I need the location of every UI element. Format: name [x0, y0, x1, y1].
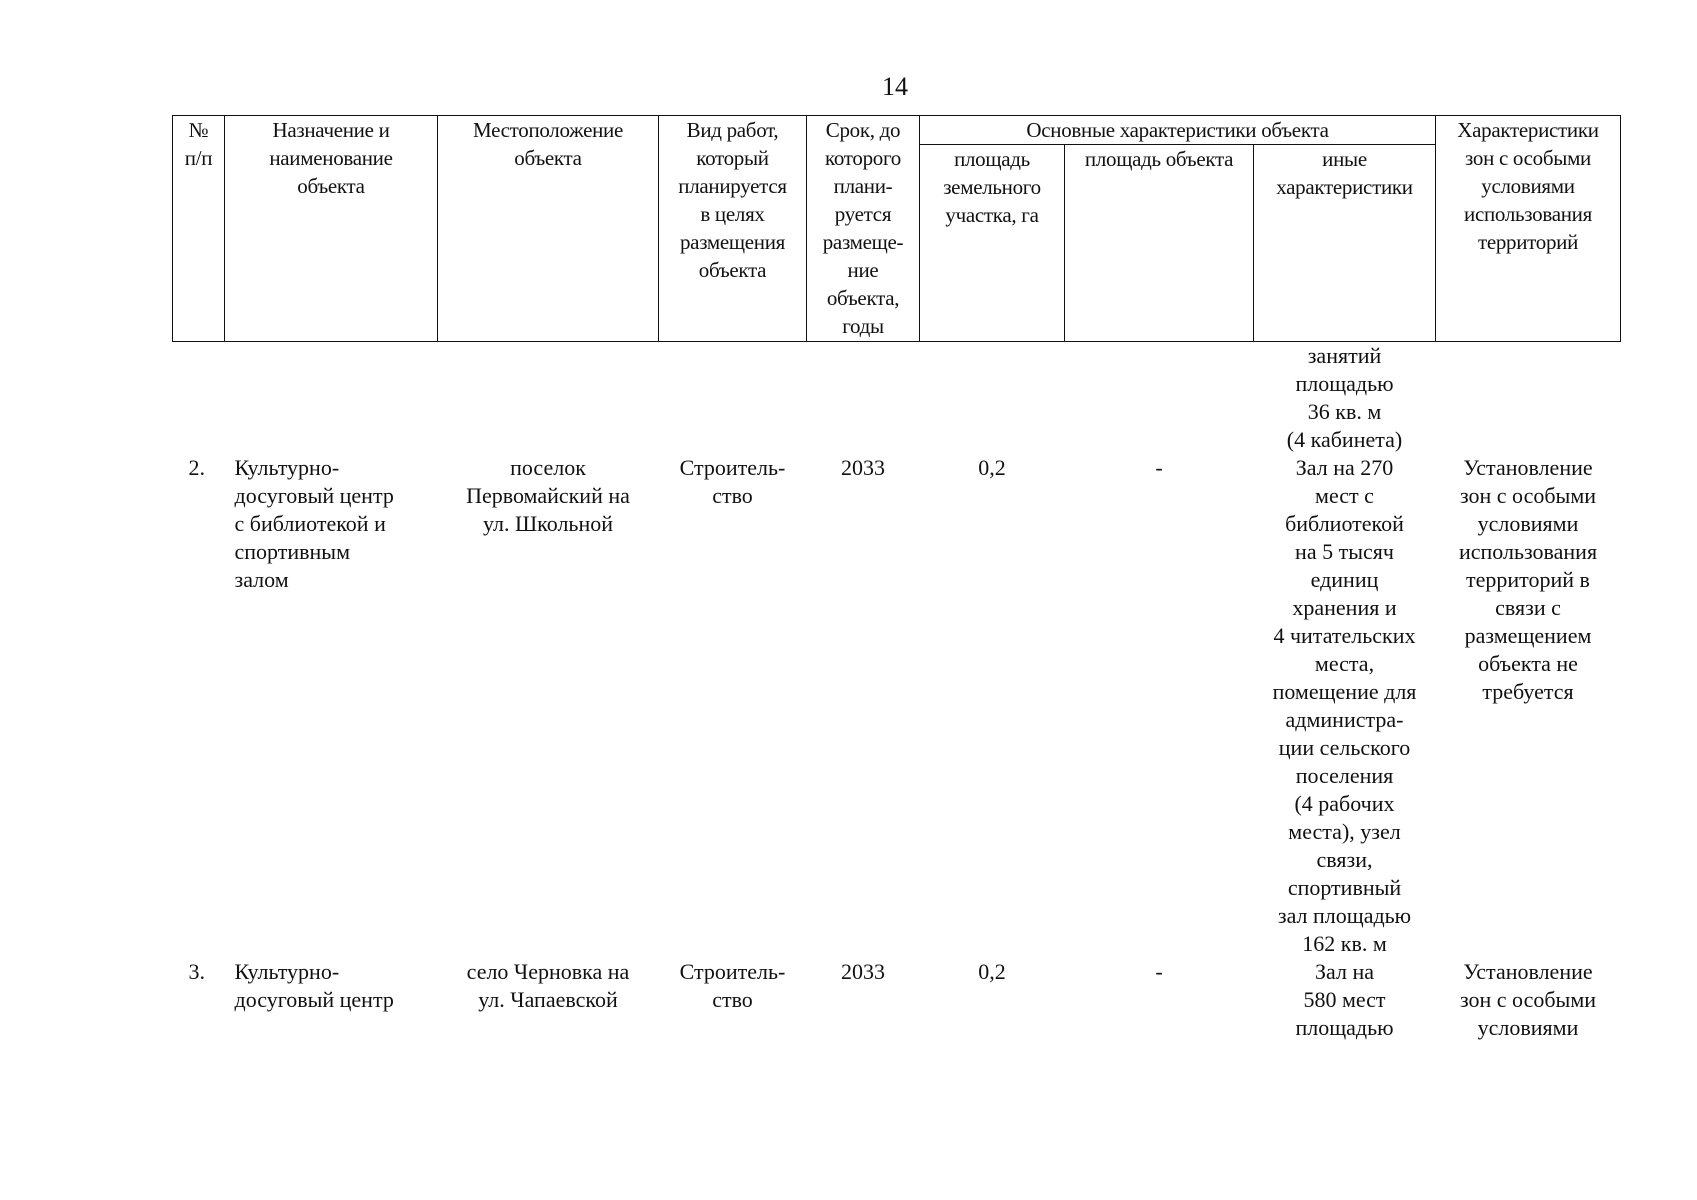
- text-line: объекта не: [1478, 651, 1578, 676]
- text-line: досуговый центр: [234, 987, 394, 1012]
- text-line: 162 кв. м: [1302, 931, 1387, 956]
- cell-location: [438, 454, 659, 958]
- cell-object-area: -: [1155, 959, 1163, 984]
- text-line: зон с особыми: [1459, 987, 1597, 1012]
- text-line: помещение для: [1272, 679, 1417, 704]
- cell-zones: [1436, 958, 1621, 1042]
- text-line: условиями: [1481, 174, 1575, 198]
- table-row: [173, 958, 1621, 1042]
- cell-work-type: [659, 958, 807, 1042]
- text-line: ул. Чапаевской: [478, 987, 618, 1012]
- cell-term: 2033: [841, 959, 885, 984]
- text-line: наименование: [269, 146, 393, 170]
- header-location: [438, 116, 659, 342]
- text-line: ции сельского: [1278, 735, 1411, 760]
- text-line: Зал на: [1315, 959, 1374, 984]
- text-line: связи,: [1316, 847, 1373, 872]
- text-line: 36 кв. м: [1307, 399, 1382, 424]
- text-line: который: [696, 146, 769, 170]
- cell-name: [225, 454, 438, 958]
- text-line: связи с: [1495, 595, 1561, 620]
- header-object-area: [1065, 145, 1254, 342]
- text-line: (4 кабинета): [1286, 427, 1403, 452]
- text-line: с библиотекой и: [234, 511, 386, 536]
- text-line: (4 рабочих: [1294, 791, 1395, 816]
- text-line: Зал на 270: [1295, 455, 1394, 480]
- cell-term: 2033: [841, 455, 885, 480]
- text-line: залом: [234, 567, 289, 592]
- text-line: Установление: [1463, 959, 1593, 984]
- text-line: территорий в: [1466, 567, 1590, 592]
- text-line: ул. Школьной: [482, 511, 614, 536]
- text-line: земельного: [943, 175, 1041, 199]
- text-line: планируется: [678, 174, 787, 198]
- text-line: иные: [1322, 147, 1367, 171]
- cell-zones: [1436, 454, 1621, 958]
- table-row-continuation: [173, 342, 1621, 455]
- cell-other: [1254, 454, 1436, 958]
- text-line: село Черновка на: [466, 959, 630, 984]
- text-line: Строитель-: [679, 959, 786, 984]
- table-header: [173, 116, 1621, 342]
- text-line: п/п: [184, 146, 213, 170]
- text-line: мест с: [1315, 483, 1374, 508]
- text-line: территорий: [1477, 230, 1579, 254]
- text-line: использования: [1458, 539, 1598, 564]
- cell-other: [1254, 958, 1436, 1042]
- text-line: размещением: [1464, 623, 1592, 648]
- text-line: 580 мест: [1303, 987, 1386, 1012]
- text-line: спортивным: [234, 539, 350, 564]
- cell-num: 2.: [188, 455, 205, 480]
- text-line: Установление: [1463, 455, 1593, 480]
- text-line: условиями: [1477, 511, 1579, 536]
- text-line: ние: [847, 258, 879, 282]
- cell-location: [438, 958, 659, 1042]
- table-row: [173, 454, 1621, 958]
- text-line: №: [188, 118, 209, 142]
- text-line: занятий: [1307, 343, 1382, 368]
- text-line: плани-: [833, 174, 893, 198]
- text-line: Первомайский на: [466, 483, 630, 508]
- text-line: Вид работ,: [686, 118, 779, 142]
- text-line: хранения и: [1292, 595, 1397, 620]
- text-line: администра-: [1285, 707, 1404, 732]
- text-line: Культурно-: [234, 455, 340, 480]
- text-line: зал площадью: [1277, 903, 1412, 928]
- header-work-type: [659, 116, 807, 342]
- text-line: на 5 тысяч: [1295, 539, 1394, 564]
- header-num: [173, 116, 225, 342]
- text-line: единиц: [1310, 567, 1379, 592]
- cell-num: 3.: [188, 959, 205, 984]
- text-line: ство: [712, 987, 753, 1012]
- cell-other-continuation: [1254, 342, 1436, 455]
- cell-land-area: 0,2: [978, 455, 1006, 480]
- text-line: площадь объекта: [1084, 147, 1234, 171]
- text-line: использования: [1464, 202, 1592, 226]
- text-line: требуется: [1482, 679, 1574, 704]
- text-line: библиотекой: [1285, 511, 1404, 536]
- text-line: площадью: [1295, 1015, 1394, 1040]
- cell-object-area: -: [1155, 455, 1163, 480]
- page-number: 14: [882, 72, 908, 101]
- text-line: объекта: [514, 146, 582, 170]
- header-other-characteristics: [1254, 145, 1436, 342]
- text-line: объекта,: [826, 286, 900, 310]
- cell-land-area: 0,2: [978, 959, 1006, 984]
- header-main-characteristics: Основные характеристики объекта: [920, 116, 1436, 145]
- text-line: размеще-: [822, 230, 904, 254]
- header-zones: [1436, 116, 1621, 342]
- text-line: Характеристики: [1457, 118, 1599, 142]
- text-line: поселок: [510, 455, 586, 480]
- text-line: площадь: [954, 147, 1030, 171]
- text-line: объекта: [297, 174, 365, 198]
- text-line: условиями: [1477, 1015, 1579, 1040]
- header-term: [807, 116, 920, 342]
- text-line: Назначение и: [272, 118, 390, 142]
- text-line: руется: [834, 202, 892, 226]
- text-line: ство: [712, 483, 753, 508]
- text-line: зон с особыми: [1459, 483, 1597, 508]
- text-line: которого: [825, 146, 901, 170]
- text-line: годы: [842, 314, 884, 338]
- text-line: в целях: [700, 202, 765, 226]
- text-line: поселения: [1295, 763, 1394, 788]
- text-line: Строитель-: [679, 455, 786, 480]
- text-line: размещения: [679, 230, 786, 254]
- table-body: [173, 342, 1621, 1043]
- text-line: характеристики: [1276, 175, 1413, 199]
- header-name: [225, 116, 438, 342]
- text-line: Культурно-: [234, 959, 340, 984]
- text-line: Срок, до: [825, 118, 901, 142]
- text-line: участка, га: [945, 203, 1039, 227]
- text-line: площадью: [1295, 371, 1394, 396]
- cell-name: [225, 958, 438, 1042]
- text-line: объекта: [698, 258, 767, 282]
- planned-objects-table: [172, 115, 1621, 1042]
- text-line: места), узел: [1288, 819, 1401, 844]
- text-line: зон с особыми: [1465, 146, 1591, 170]
- header-land-area: [920, 145, 1065, 342]
- text-line: Местоположение: [472, 118, 624, 142]
- text-line: места,: [1314, 651, 1375, 676]
- cell-work-type: [659, 454, 807, 958]
- text-line: 4 читательских: [1273, 623, 1416, 648]
- text-line: досуговый центр: [234, 483, 394, 508]
- text-line: спортивный: [1287, 875, 1402, 900]
